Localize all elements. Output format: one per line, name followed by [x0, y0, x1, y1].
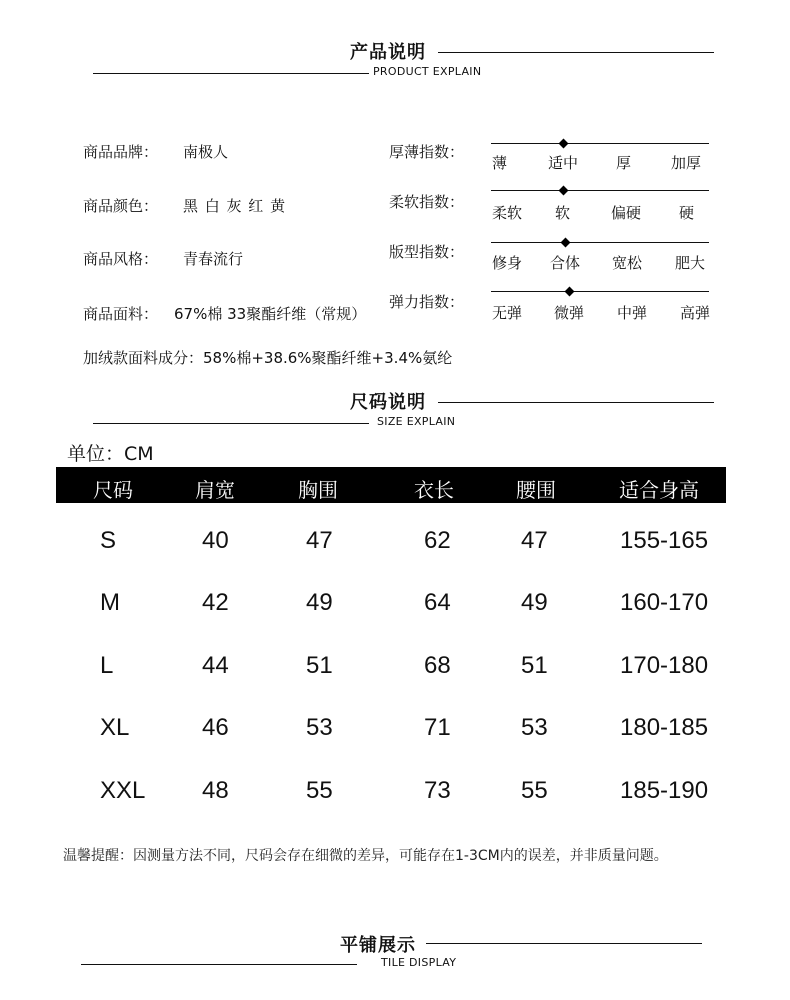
fleece-composition: 加绒款面料成分：58%棉+38.6%聚酯纤维+3.4%氨纶	[83, 349, 453, 367]
scale-option: 微弹	[554, 304, 585, 322]
brand-label: 商品品牌：	[83, 143, 159, 161]
table-cell: 51	[306, 652, 333, 679]
section-subtitle: PRODUCT EXPLAIN	[373, 65, 482, 78]
table-cell: 170-180	[620, 652, 709, 679]
elasticity-marker-icon	[565, 287, 575, 297]
table-cell: 49	[521, 589, 548, 616]
scale-option: 加厚	[671, 154, 702, 172]
section-title: 平铺展示	[340, 935, 416, 956]
elasticity-label: 弹力指数：	[389, 293, 465, 311]
table-cell: 64	[424, 589, 451, 616]
brand-value: 南极人	[183, 143, 229, 161]
table-cell: 47	[521, 527, 548, 554]
table-cell: 47	[306, 527, 333, 554]
scale-option: 偏硬	[611, 204, 642, 222]
section-title: 尺码说明	[350, 392, 426, 413]
unit-label: 单位：CM	[67, 443, 154, 465]
table-cell: 180-185	[620, 714, 709, 741]
table-cell: L	[100, 652, 114, 679]
table-cell: 55	[521, 777, 548, 804]
fabric-value: 67%棉 33聚酯纤维（常规）	[174, 305, 367, 323]
softness-label: 柔软指数：	[389, 193, 465, 211]
divider	[438, 52, 714, 53]
scale-option: 高弹	[680, 304, 711, 322]
header-height: 适合身高	[619, 478, 699, 502]
table-cell: 49	[306, 589, 333, 616]
scale-option: 中弹	[617, 304, 648, 322]
section-subtitle: SIZE EXPLAIN	[377, 415, 456, 428]
fit-marker-icon	[561, 238, 571, 248]
table-cell: 55	[306, 777, 333, 804]
table-cell: 71	[424, 714, 451, 741]
divider	[93, 423, 369, 424]
table-cell: 53	[521, 714, 548, 741]
table-cell: 44	[202, 652, 229, 679]
header-waist: 腰围	[516, 478, 556, 502]
thickness-scale-line	[491, 143, 709, 144]
style-value: 青春流行	[183, 250, 244, 268]
table-cell: 51	[521, 652, 548, 679]
table-cell: 40	[202, 527, 229, 554]
scale-option: 适中	[548, 154, 579, 172]
table-cell: 68	[424, 652, 451, 679]
table-cell: 46	[202, 714, 229, 741]
table-cell: 42	[202, 589, 229, 616]
color-label: 商品颜色：	[83, 197, 159, 215]
scale-option: 修身	[492, 254, 523, 272]
section-title: 产品说明	[350, 42, 426, 63]
scale-option: 无弹	[492, 304, 523, 322]
table-cell: 155-165	[620, 527, 709, 554]
scale-option: 宽松	[612, 254, 643, 272]
scale-option: 软	[555, 204, 571, 222]
fabric-label: 商品面料：	[83, 305, 159, 323]
header-shoulder: 肩宽	[195, 478, 235, 502]
scale-option: 硬	[679, 204, 695, 222]
table-cell: 185-190	[620, 777, 709, 804]
divider	[93, 73, 369, 74]
scale-option: 肥大	[675, 254, 706, 272]
divider	[81, 964, 357, 965]
table-cell: 48	[202, 777, 229, 804]
table-cell: M	[100, 589, 120, 616]
divider	[438, 402, 714, 403]
scale-option: 柔软	[492, 204, 523, 222]
section-subtitle: TILE DISPLAY	[381, 956, 457, 969]
scale-option: 厚	[616, 154, 632, 172]
elasticity-scale-line	[491, 291, 709, 292]
style-label: 商品风格：	[83, 250, 159, 268]
softness-marker-icon	[559, 186, 569, 196]
table-cell: XL	[100, 714, 130, 741]
table-cell: S	[100, 527, 117, 554]
scale-option: 合体	[550, 254, 581, 272]
softness-scale-line	[491, 190, 709, 191]
color-value: 黑 白 灰 红 黄	[183, 197, 287, 215]
header-length: 衣长	[414, 478, 454, 502]
table-cell: 73	[424, 777, 451, 804]
fit-label: 版型指数：	[389, 243, 465, 261]
fit-scale-line	[491, 242, 709, 243]
thickness-marker-icon	[559, 139, 569, 149]
size-table-header	[56, 467, 726, 503]
thickness-label: 厚薄指数：	[389, 143, 465, 161]
divider	[426, 943, 702, 944]
table-cell: 62	[424, 527, 451, 554]
header-chest: 胸围	[298, 478, 338, 502]
measurement-tip: 温馨提醒：因测量方法不同，尺码会存在细微的差异，可能存在1-3CM内的误差，并非质量问题。	[63, 848, 668, 864]
table-cell: XXL	[100, 777, 146, 804]
header-size: 尺码	[93, 478, 133, 502]
scale-option: 薄	[492, 154, 508, 172]
table-cell: 53	[306, 714, 333, 741]
table-cell: 160-170	[620, 589, 709, 616]
